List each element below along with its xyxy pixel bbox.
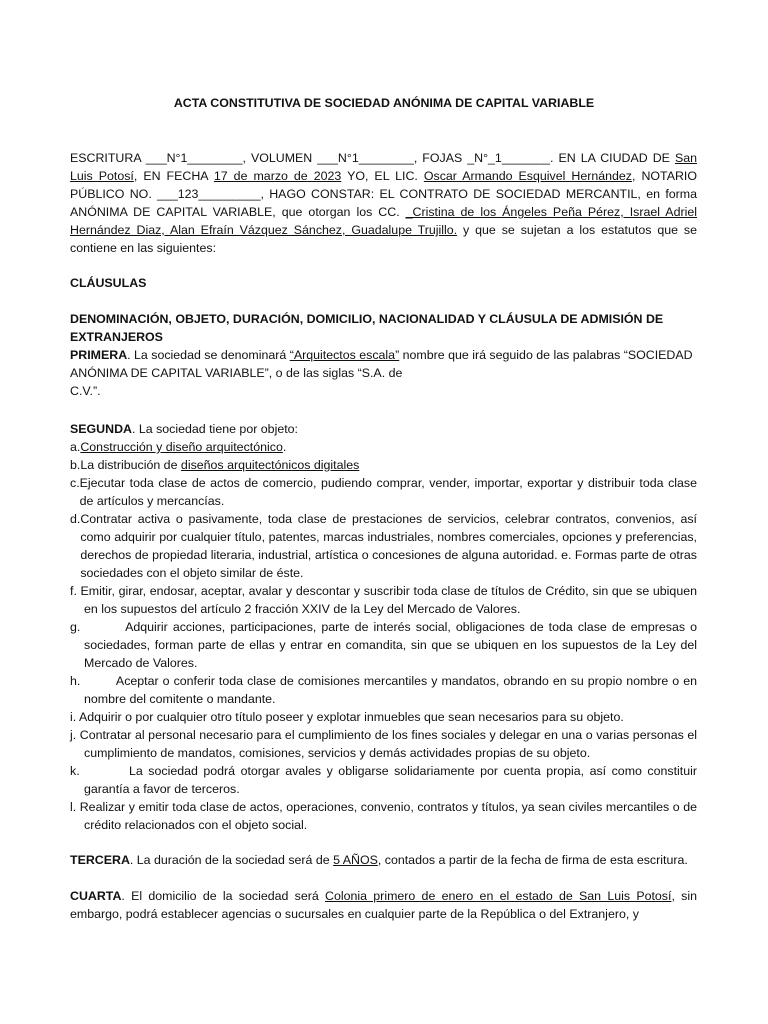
intro-text-4: , NOTARIO PÚBLICO NO. ___123_________, HAGO CONSTAR: EL CONTRATO DE SOCIEDAD MERCANTIL, en forma ANÓNIMA DE CAPITAL VARIABLE, que otorgan los CC. — [70, 169, 697, 219]
intro-text-5: y que se sujetan a los estatutos que se contiene en las siguientes: — [70, 223, 697, 255]
list-item: i. Adquirir o por cualquier otro título poseer y explotar inmuebles que sean necesarios para su objeto. — [70, 710, 624, 724]
clausulas-heading: CLÁUSULAS — [70, 276, 147, 290]
section-heading: DENOMINACIÓN, OBJETO, DURACIÓN, DOMICILIO, NACIONALIDAD Y CLÁUSULA DE ADMISIÓN DE EXTRANJEROS — [70, 312, 664, 344]
clause-label: SEGUNDA — [70, 422, 132, 436]
clause-tercera — [70, 851, 697, 869]
objective-b: diseños arquitectónicos digitales — [180, 458, 360, 472]
list-item — [70, 510, 697, 582]
duration-term: 5 AÑOS — [333, 853, 378, 867]
clause-text: , sin embargo, podrá establecer agencias o sucursales en cualquier parte de la República o del Extranjero, y — [70, 889, 697, 921]
clause-primera — [70, 346, 697, 400]
notary-name: Oscar Armando Esquivel Hernández — [423, 169, 633, 183]
list-text: La distribución de — [80, 458, 181, 472]
clause-text: nombre que irá seguido de las palabras “SOCIEDAD ANÓNIMA DE CAPITAL VARIABLE”, o de las siglas “S.A. de — [70, 348, 693, 380]
city-name: San Luis Potosí — [70, 151, 697, 183]
clause-text: . La sociedad tiene por objeto: — [131, 422, 298, 436]
list-text: . — [282, 440, 287, 454]
company-name: “Arquitectos escala” — [289, 348, 400, 362]
clause-label: TERCERA — [70, 853, 130, 867]
list-text: Ejecutar toda clase de actos de comercio, pudiendo comprar, vender, importar, exportar y distribuir toda clase de artículos y mercancías. — [79, 476, 697, 508]
list-marker: d. — [70, 512, 81, 526]
clause-label: PRIMERA — [70, 348, 128, 362]
list-item — [70, 474, 697, 510]
parties-names: _Cristina de los Ángeles Peña Pérez, Israel Adriel Hernández Diaz, Alan Efraín Vázquez Sánchez, Guadalupe Trujillo. — [70, 205, 697, 237]
clause-text: C.V.”. — [70, 384, 101, 398]
list-item: l. Realizar y emitir toda clase de actos, operaciones, convenio, contratos y títulos, ya sean civiles mercantiles o de crédito relacionados con el objeto social. — [70, 800, 697, 832]
document-title: ACTA CONSTITUTIVA DE SOCIEDAD ANÓNIMA DE CAPITAL VARIABLE — [173, 96, 595, 110]
list-item: f. Emitir, girar, endosar, aceptar, avalar y descontar y suscribir toda clase de títulos de Crédito, sin que se ubiquen en los supuestos del artículo 2 fracción XXIV de la Ley del Mercado de Valores. — [70, 584, 697, 616]
clause-text: . El domicilio de la sociedad será — [121, 889, 326, 903]
clause-text: . La duración de la sociedad será de — [129, 853, 334, 867]
list-item: j. Contratar al personal necesario para el cumplimiento de los fines sociales y delegar en una o varias personas el cumplimiento de mandatos, comisiones, servicios y demás actividades propias de su objeto. — [70, 728, 697, 760]
list-marker: c. — [70, 476, 80, 490]
list-item — [70, 438, 697, 456]
intro-text-3: YO, EL LIC. — [341, 169, 424, 183]
intro-text-1: ESCRITURA ___N°1________, VOLUMEN ___N°1________, FOJAS _N°_1_______. EN LA CIUDAD DE — [70, 151, 675, 165]
clause-cuarta — [70, 887, 697, 923]
deed-date: 17 de marzo de 2023 — [213, 169, 342, 183]
list-text: Contratar activa o pasivamente, toda clase de prestaciones de servicios, celebrar contratos, convenios, así como adquirir por cualquier título, patentes, marcas industriales, nombres comerciales, opciones y preferencias, derechos de propiedad literaria, industrial, artística o concesiones de alguna autoridad. e. Formas parte de otras sociedades con el objeto similar de éste. — [80, 512, 697, 580]
list-item: g. Adquirir acciones, participaciones, parte de interés social, obligaciones de toda clase de empresas o sociedades, forman parte de ellas y entrar en comandita, sin que se ubiquen en los supuestos de la Ley del Mercado de Valores. — [70, 620, 701, 670]
objective-a: Construcción y diseño arquitectónico — [80, 440, 283, 454]
clause-label: CUARTA — [70, 889, 122, 903]
clause-segunda — [70, 420, 701, 834]
list-item: h. Aceptar o conferir toda clase de comisiones mercantiles y mandatos, obrando en su propio nombre o en nombre del comitente o mandante. — [70, 674, 701, 706]
intro-paragraph — [70, 149, 697, 257]
intro-text-2: , EN FECHA — [133, 169, 214, 183]
clause-text: . La sociedad se denominará — [127, 348, 290, 362]
list-item: k. La sociedad podrá otorgar avales y obligarse solidariamente por cuenta propia, así como constituir garantía a favor de terceros. — [70, 764, 701, 796]
list-marker: b. — [70, 458, 81, 472]
company-domicile: Colonia primero de enero en el estado de San Luis Potosí — [325, 889, 672, 903]
list-marker: a. — [70, 440, 81, 454]
list-item — [70, 456, 697, 474]
clause-text: , contados a partir de la fecha de firma de esta escritura. — [377, 853, 688, 867]
